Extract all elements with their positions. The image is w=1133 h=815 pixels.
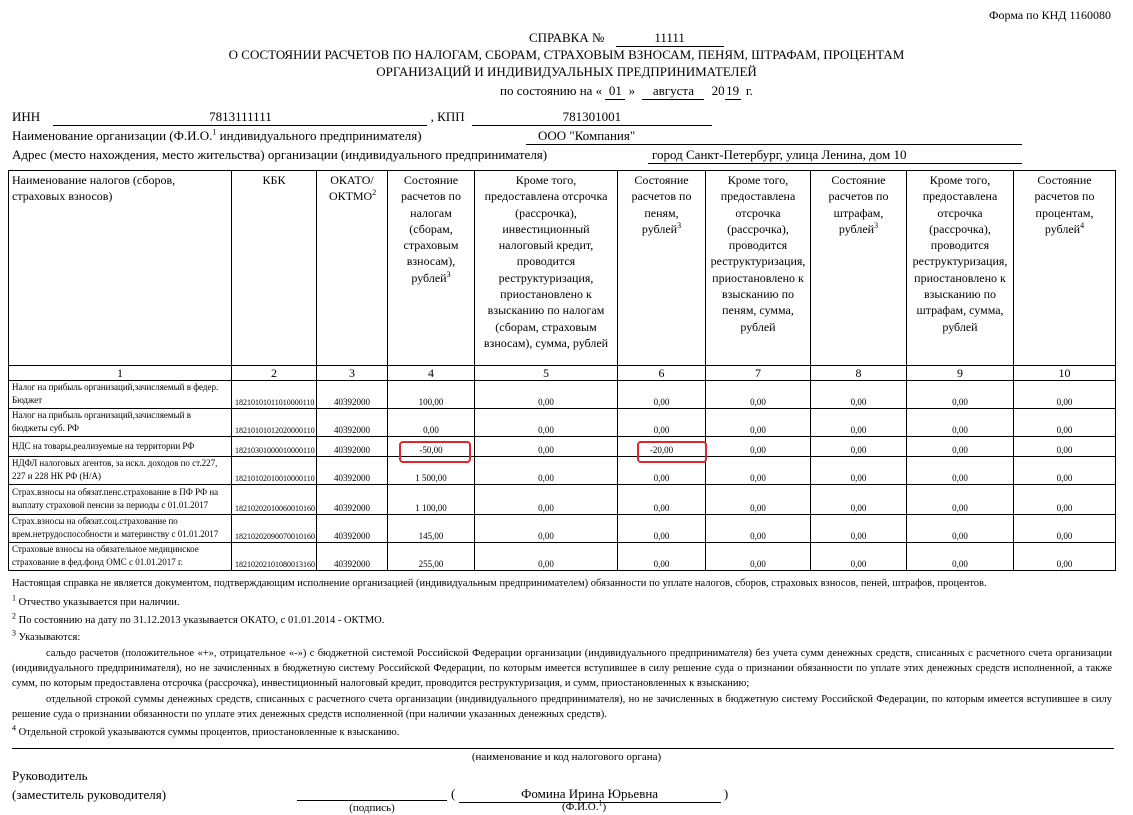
footnote-2-text: По состоянию на дату по 31.12.2013 указывается ОКАТО, с 01.01.2014 - ОКТМО. — [16, 614, 385, 626]
table-row — [9, 543, 1116, 571]
table-row — [9, 437, 1116, 457]
amount-cell: 0,00 — [1014, 457, 1116, 485]
amount-cell: 0,00 — [1014, 381, 1116, 409]
footnote-1-text: Отчество указывается при наличии. — [16, 597, 180, 609]
table-row — [9, 409, 1116, 437]
amount-cell: 0,00 — [811, 515, 907, 543]
highlight-tax-balance — [399, 441, 471, 463]
amount-cell: 1 500,00 — [388, 457, 475, 485]
date-prefix: по состоянию на « — [500, 83, 603, 98]
footnote-2 — [12, 613, 1112, 628]
signature-caption: (подпись) — [349, 802, 395, 814]
amount-cell: 0,00 — [618, 381, 706, 409]
header-interest-balance-text: Состояние расчетов по процентам, рублей — [1034, 173, 1095, 236]
amount-cell: 0,00 — [907, 457, 1014, 485]
report-date — [500, 83, 753, 100]
tax-name-cell: НДС на товары,реализуемые на территории РФ — [9, 437, 232, 457]
inn-value: 7813111111 — [53, 109, 427, 126]
column-number: 1 — [9, 366, 232, 381]
kbk-cell: 18210101012020000110 — [232, 409, 317, 437]
column-number: 2 — [232, 366, 317, 381]
amount-cell: 0,00 — [618, 485, 706, 515]
amount-cell: 0,00 — [706, 485, 811, 515]
kbk-cell: 18210202090070010160 — [232, 515, 317, 543]
kpp-value: 781301001 — [472, 109, 712, 126]
tax-name-cell: НДФЛ налоговых агентов, за искл. доходов по ст.227, 227 и 228 НК РФ (Н/А) — [9, 457, 232, 485]
amount-cell: 1 100,00 — [388, 485, 475, 515]
amount-cell: 0,00 — [475, 409, 618, 437]
fio-paren-close: ) — [723, 786, 729, 801]
amount-cell: 100,00 — [388, 381, 475, 409]
fio-caption-sup: 1 — [598, 798, 603, 808]
amount-cell: 0,00 — [811, 381, 907, 409]
amount-cell: 0,00 — [811, 485, 907, 515]
tax-org-caption: (наименование и код налогового органа) — [471, 751, 662, 763]
amount-cell: 0,00 — [1014, 515, 1116, 543]
header-tax-deferral: Кроме того, предоставлена отсрочка (рассрочка), инвестиционный налоговый кредит, проводится реструктуризация, приостановлено к взысканию по налогам (сборам, страховым взносам), сумма, рублей — [475, 171, 618, 366]
header-tax-balance-sup: 3 — [446, 269, 451, 279]
header-fine-balance-sup: 3 — [874, 220, 879, 230]
signature-line — [297, 800, 447, 801]
amount-cell: 0,00 — [706, 543, 811, 571]
fio-paren-open: ( — [451, 786, 456, 801]
date-year-prefix: 20 — [711, 83, 725, 98]
amount-cell: 0,00 — [907, 543, 1014, 571]
amount-cell: 0,00 — [811, 543, 907, 571]
amount-cell: 0,00 — [475, 485, 618, 515]
amount-cell: 0,00 — [618, 409, 706, 437]
column-number: 5 — [475, 366, 618, 381]
header-penalty-balance-text: Состояние расчетов по пеням, рублей — [631, 173, 692, 236]
header-penalty-balance — [618, 171, 706, 366]
amount-cell: -50,00 — [388, 437, 475, 457]
amount-cell: 0,00 — [1014, 437, 1116, 457]
tax-name-cell: Страх.взносы на обязат.соц.страхование по врем.нетрудоспособности и материнству с 01.01.2017 — [9, 515, 232, 543]
footnote-3-text: Указываются: — [16, 632, 81, 644]
amount-cell: 0,00 — [907, 437, 1014, 457]
amount-cell: 0,00 — [706, 437, 811, 457]
amount-cell: 0,00 — [706, 409, 811, 437]
org-name-row — [526, 128, 1022, 145]
spravka-title — [529, 30, 724, 47]
amount-cell: 0,00 — [1014, 543, 1116, 571]
amount-cell: 0,00 — [907, 485, 1014, 515]
column-number: 4 — [388, 366, 475, 381]
header-penalty-deferral: Кроме того, предоставлена отсрочка (рассрочка), проводится реструктуризация, приостановлено к взысканию по пеням, сумма, рублей — [706, 171, 811, 366]
footnote-3-sup: 3 — [12, 628, 16, 638]
fio-caption-text: (Ф.И.О. — [562, 801, 599, 813]
amount-cell: 0,00 — [811, 409, 907, 437]
org-name-value: ООО "Компания" — [526, 128, 1022, 145]
amount-cell: 0,00 — [1014, 409, 1116, 437]
header-interest-balance — [1014, 171, 1116, 366]
amount-cell: 0,00 — [706, 381, 811, 409]
date-mid: » — [628, 83, 636, 98]
okato-cell: 40392000 — [317, 409, 388, 437]
footnote-1 — [12, 595, 1112, 610]
date-day: 01 — [605, 83, 625, 100]
spravka-label: СПРАВКА № — [529, 30, 605, 45]
inn-label: ИНН — [12, 109, 41, 124]
column-number: 6 — [618, 366, 706, 381]
amount-cell: 0,00 — [475, 543, 618, 571]
okato-cell: 40392000 — [317, 515, 388, 543]
settlement-table — [8, 170, 1116, 571]
header-tax-balance-text: Состояние расчетов по налогам (сборам, страховым взносам), рублей — [401, 173, 461, 285]
amount-cell: 0,00 — [811, 457, 907, 485]
disclaimer: Настоящая справка не является документом, подтверждающим исполнение организацией (индивидуальным предпринимателем) обязанности по уплате налогов, сборов, страховых взносов, пеней, штрафов, процентов. — [12, 578, 987, 589]
amount-cell: -20,00 — [618, 437, 706, 457]
amount-cell: 0,00 — [475, 457, 618, 485]
title-line-2: ОРГАНИЗАЦИЙ И ИНДИВИДУАЛЬНЫХ ПРЕДПРИНИМАТЕЛЕЙ — [376, 64, 757, 79]
okato-cell: 40392000 — [317, 543, 388, 571]
header-interest-balance-sup: 4 — [1080, 220, 1085, 230]
amount-cell: 255,00 — [388, 543, 475, 571]
footnote-4-sup: 4 — [12, 723, 16, 733]
tax-name-cell: Налог на прибыль организаций,зачисляемый в федер. Бюджет — [9, 381, 232, 409]
kbk-cell: 18210101011010000110 — [232, 381, 317, 409]
highlight-penalty-balance — [637, 441, 707, 463]
column-number: 3 — [317, 366, 388, 381]
okato-cell: 40392000 — [317, 485, 388, 515]
column-number: 10 — [1014, 366, 1116, 381]
footnote-3b: отдельной строкой суммы денежных средств, списанных с расчетного счета организации (индивидуального предпринимателя), но не зачисленных в бюджетную систему Российской Федерации, по которым имеется вступившее в силу решение суда о признании обязанности по уплате этих денежных средств исполненной (при наличии указанных денежных средств). — [12, 693, 1112, 721]
amount-cell: 0,00 — [907, 515, 1014, 543]
table-row — [9, 381, 1116, 409]
footnote-4 — [12, 725, 1112, 740]
org-name-label-tail: индивидуального предпринимателя) — [216, 128, 422, 143]
form-code: Форма по КНД 1160080 — [989, 8, 1111, 22]
okato-cell: 40392000 — [317, 381, 388, 409]
address-label: Адрес (место нахождения, место жительства) организации (индивидуального предпринимателя) — [12, 147, 548, 162]
amount-cell: 0,00 — [475, 515, 618, 543]
tax-name-cell: Налог на прибыль организаций,зачисляемый в бюджеты суб. РФ — [9, 409, 232, 437]
date-year-suffix: г. — [745, 83, 754, 98]
table-row — [9, 457, 1116, 485]
amount-cell: 0,00 — [618, 543, 706, 571]
amount-cell: 0,00 — [618, 457, 706, 485]
head-label-1: Руководитель — [12, 768, 88, 783]
footnote-2-sup: 2 — [12, 611, 16, 621]
fio-caption — [562, 798, 607, 813]
address-row — [648, 147, 1022, 164]
kbk-cell: 18210102010010000110 — [232, 457, 317, 485]
amount-cell: 0,00 — [475, 437, 618, 457]
header-okato-text: ОКАТО/ ОКТМО — [329, 173, 374, 204]
footnotes — [12, 576, 1112, 740]
org-name-label — [12, 128, 422, 144]
inn-row — [12, 109, 712, 126]
header-kbk: КБК — [232, 171, 317, 366]
header-fine-balance-text: Состояние расчетов по штрафам, рублей — [828, 173, 889, 236]
amount-cell: 0,00 — [811, 437, 907, 457]
header-okato — [317, 171, 388, 366]
date-month: августа — [642, 83, 704, 100]
fio-caption-tail: ) — [602, 801, 607, 813]
header-fine-balance — [811, 171, 907, 366]
tax-name-cell: Страх.взносы на обязат.пенс.страхование в ПФ РФ на выплату страховой пенсии за периоды с 01.01.2017 — [9, 485, 232, 515]
kpp-label: , КПП — [430, 109, 465, 124]
kbk-cell: 18210301000010000110 — [232, 437, 317, 457]
footnote-3a: сальдо расчетов (положительное «+», отрицательное «-») с бюджетной системой Российской Федерации организации (индивидуального предпринимателя) без учета сумм денежных средств, списанных с расчетного счета организации (индивидуального предпринимателя), но не зачисленных в бюджетную систему Российской Федерации, по которым имеется вступившее в силу решение суда о признании обязанности по уплате этих денежных средств исполненной, а также сумм, по которым предоставлена отсрочка (рассрочка), инвестиционный налоговый кредит, проводится реструктуризация, и сумм, приостановленных к взысканию; — [12, 647, 1112, 690]
date-year: 19 — [726, 83, 740, 98]
title-line-1: О СОСТОЯНИИ РАСЧЕТОВ ПО НАЛОГАМ, СБОРАМ, СТРАХОВЫМ ВЗНОСАМ, ПЕНЯМ, ШТРАФАМ, ПРОЦЕНТАМ — [228, 47, 905, 62]
column-number: 8 — [811, 366, 907, 381]
column-number: 7 — [706, 366, 811, 381]
amount-cell: 0,00 — [907, 381, 1014, 409]
head-label-2: (заместитель руководителя) — [12, 787, 167, 802]
amount-cell: 0,00 — [706, 457, 811, 485]
footnote-3 — [12, 630, 1112, 645]
org-name-label-sup: 1 — [212, 127, 217, 137]
amount-cell: 0,00 — [388, 409, 475, 437]
tax-name-cell: Страховые взносы на обязательное медицинское страхование в фед.фонд ОМС с 01.01.2017 г. — [9, 543, 232, 571]
column-number-row — [9, 366, 1116, 381]
fio-value: Фомина Ирина Юрьевна — [459, 786, 721, 803]
header-penalty-balance-sup: 3 — [677, 220, 682, 230]
table-row — [9, 485, 1116, 515]
tax-org-line — [12, 748, 1114, 749]
header-fine-deferral: Кроме того, предоставлена отсрочка (рассрочка), проводится реструктуризация, приостановлено к взысканию по штрафам, сумма, рублей — [907, 171, 1014, 366]
amount-cell: 0,00 — [618, 515, 706, 543]
footnote-4-text: Отдельной строкой указываются суммы процентов, приостановленные к взысканию. — [16, 726, 400, 738]
column-number: 9 — [907, 366, 1014, 381]
okato-cell: 40392000 — [317, 457, 388, 485]
address-value: город Санкт-Петербург, улица Ленина, дом 10 — [648, 147, 1022, 164]
amount-cell: 0,00 — [907, 409, 1014, 437]
header-tax-balance — [388, 171, 475, 366]
amount-cell: 0,00 — [706, 515, 811, 543]
spravka-number: 11111 — [616, 30, 724, 47]
amount-cell: 145,00 — [388, 515, 475, 543]
kbk-cell: 18210202010060010160 — [232, 485, 317, 515]
amount-cell: 0,00 — [475, 381, 618, 409]
header-okato-sup: 2 — [372, 188, 377, 198]
kbk-cell: 18210202101080013160 — [232, 543, 317, 571]
okato-cell: 40392000 — [317, 437, 388, 457]
table-row — [9, 515, 1116, 543]
amount-cell: 0,00 — [1014, 485, 1116, 515]
org-name-label-text: Наименование организации (Ф.И.О. — [12, 128, 213, 143]
header-tax-name: Наименование налогов (сборов, страховых взносов) — [9, 171, 232, 366]
footnote-1-sup: 1 — [12, 593, 16, 603]
